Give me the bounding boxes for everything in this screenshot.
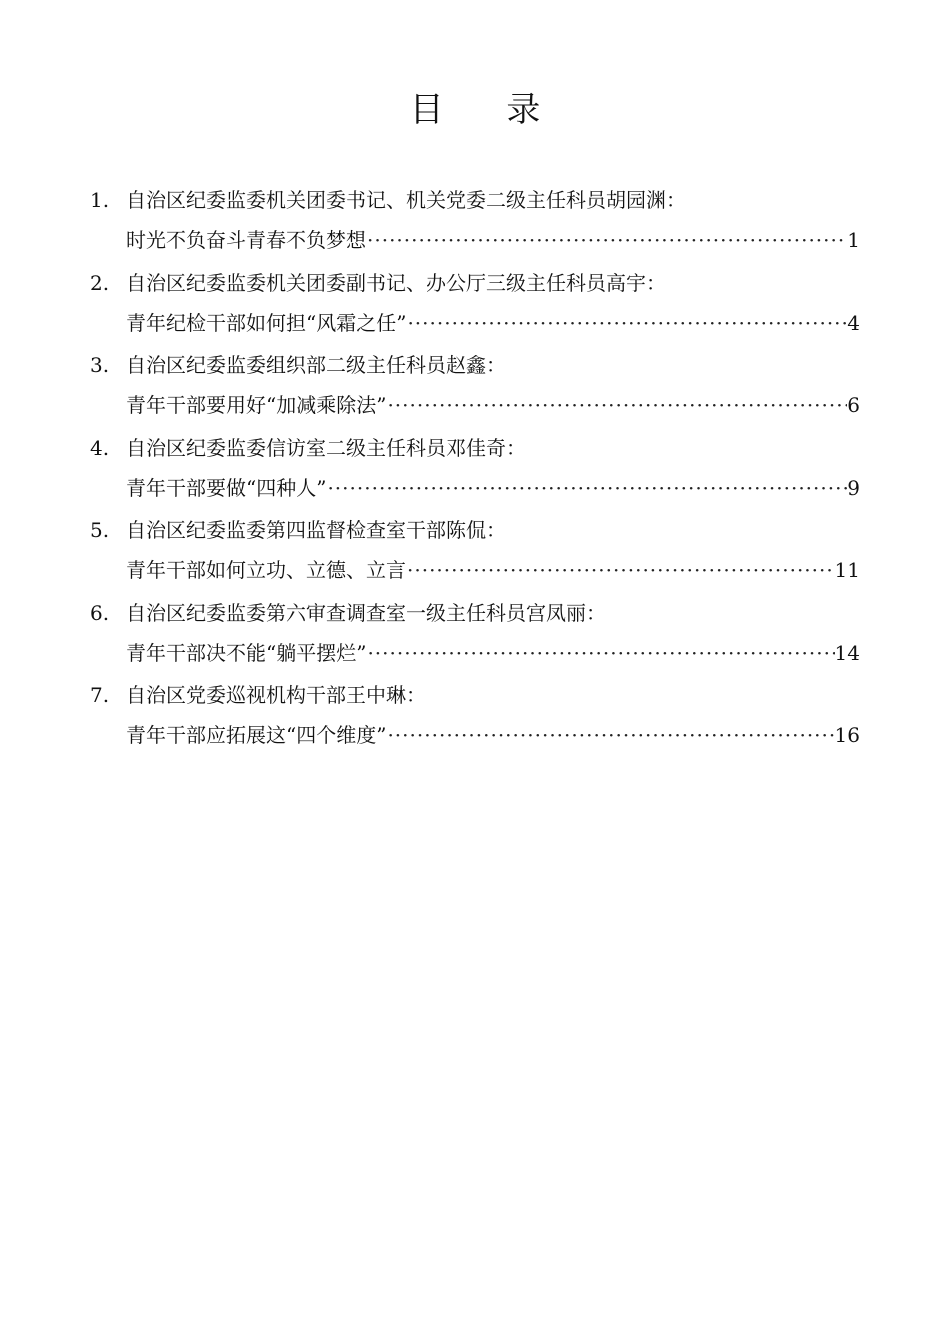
dot-leader <box>386 715 834 755</box>
toc-entry <box>90 675 860 758</box>
entry-author: 自治区纪委监委机关团委书记、机关党委二级主任科员胡园渊： <box>126 188 686 212</box>
entry-title: 青年干部应拓展这“四个维度” <box>126 723 387 747</box>
entry-number: 6. <box>90 600 110 625</box>
entry-number: 3. <box>90 353 110 377</box>
toc-entry <box>90 510 860 593</box>
entry-author: 自治区党委巡视机构干部王中琳： <box>126 683 426 707</box>
entry-title-line[interactable] <box>126 550 860 590</box>
entry-number: 2. <box>90 270 110 295</box>
entry-title-line[interactable] <box>126 303 860 343</box>
entry-page-number: 16 <box>834 723 860 747</box>
dot-leader <box>366 220 847 260</box>
entry-title: 青年干部要做“四种人” <box>126 475 327 500</box>
entry-heading <box>90 428 860 468</box>
entry-heading <box>90 263 860 303</box>
entry-title: 时光不负奋斗青春不负梦想 <box>126 228 366 252</box>
entry-heading <box>90 345 860 385</box>
entry-page-number: 1 <box>847 228 860 252</box>
entry-title-line[interactable] <box>126 385 860 425</box>
entry-page-number: 6 <box>847 393 860 417</box>
entry-page-number: 11 <box>834 558 860 582</box>
entry-author: 自治区纪委监委第四监督检查室干部陈侃： <box>126 518 506 542</box>
entry-title: 青年干部决不能“躺平摆烂” <box>126 640 367 665</box>
entry-title-line[interactable] <box>126 468 860 508</box>
entry-title-line[interactable] <box>126 633 860 673</box>
dot-leader <box>406 550 835 590</box>
entry-author: 自治区纪委监委信访室二级主任科员邓佳奇： <box>126 435 526 460</box>
entry-author: 自治区纪委监委第六审查调查室一级主任科员宫凤丽： <box>126 600 606 625</box>
toc-entry <box>90 180 860 263</box>
toc-entry <box>90 428 860 511</box>
toc-entry <box>90 345 860 428</box>
toc-entry <box>90 263 860 346</box>
entry-number: 7. <box>90 683 110 707</box>
entry-title-line[interactable] <box>126 715 860 755</box>
entry-number: 5. <box>90 518 110 542</box>
entry-page-number: 9 <box>847 475 860 500</box>
dot-leader <box>366 633 834 673</box>
entry-heading <box>90 180 860 220</box>
entry-heading <box>90 593 860 633</box>
entry-title: 青年干部要用好“加减乘除法” <box>126 393 387 417</box>
entry-page-number: 14 <box>834 640 860 665</box>
entry-heading <box>90 675 860 715</box>
entry-number: 1. <box>90 188 110 212</box>
dot-leader <box>386 385 847 425</box>
entry-title-line[interactable] <box>126 220 860 260</box>
entry-title: 青年干部如何立功、立德、立言 <box>126 558 406 582</box>
entry-number: 4. <box>90 435 110 460</box>
entry-heading <box>90 510 860 550</box>
entry-title: 青年纪检干部如何担“风霜之任” <box>126 310 407 335</box>
toc-list <box>90 180 860 758</box>
toc-entry <box>90 593 860 676</box>
entry-author: 自治区纪委监委组织部二级主任科员赵鑫： <box>126 353 506 377</box>
entry-author: 自治区纪委监委机关团委副书记、办公厅三级主任科员高宇： <box>126 270 666 295</box>
dot-leader <box>326 468 847 508</box>
dot-leader <box>406 303 847 343</box>
entry-page-number: 4 <box>847 310 860 335</box>
toc-title: 目 录 <box>409 90 567 130</box>
